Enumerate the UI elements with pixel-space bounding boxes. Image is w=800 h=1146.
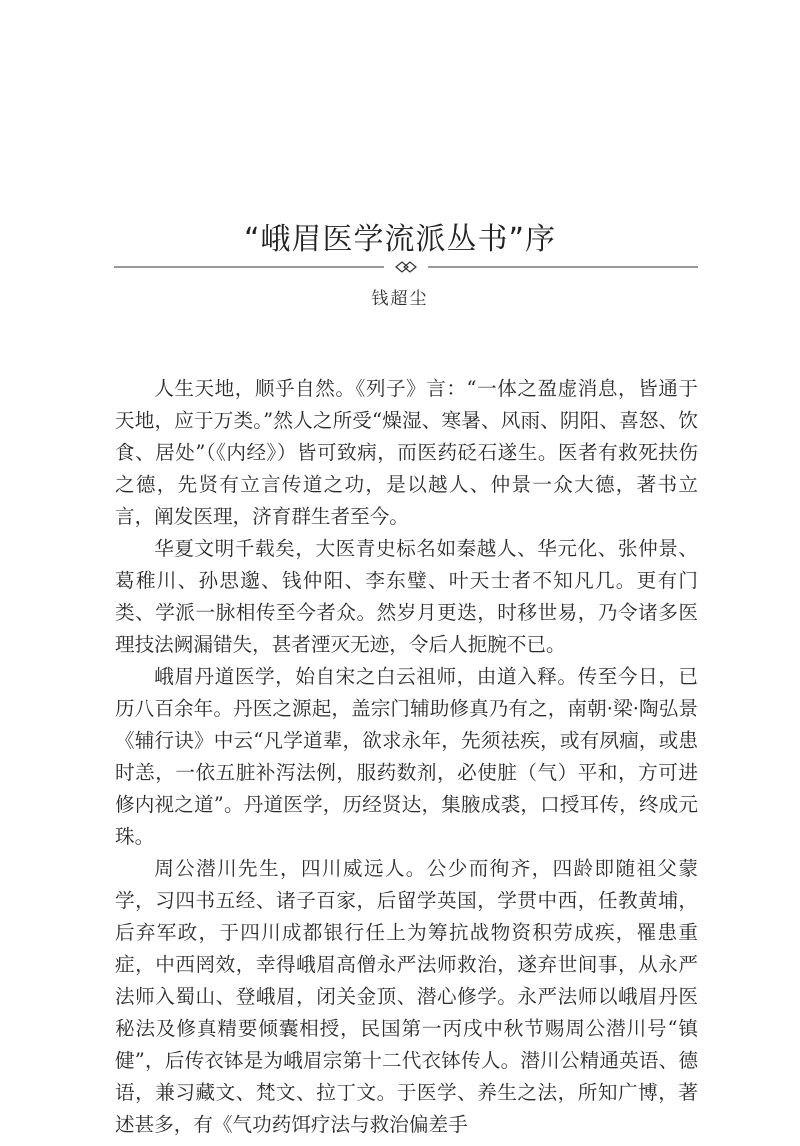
body-text <box>115 373 698 1141</box>
title-divider-ornament <box>114 260 698 274</box>
author-name: 钱超尘 <box>371 289 429 309</box>
paragraph: 周公潜川先生，四川威远人。公少而徇齐，四龄即随祖父蒙学，习四书五经、诸子百家，后留学英国，学贯中西，任教黄埔，后弃军政，于四川成都银行任上为筹抗战物资积劳成疾，罹患重症，中西罔效，幸得峨眉高僧永严法师救治，遂弃世间事，从永严法师入蜀山、登峨眉，闭关金顶、潜心修学。永严法师以峨眉丹医秘法及修真精要倾囊相授，民国第一丙戌中秋节赐周公潜川号“镇健”，后传衣钵是为峨眉宗第十二代衣钵传人。潜川公精通英语、德语，兼习藏文、梵文、拉丁文。于医学、养生之法，所知广博，著述甚多，有《气功药饵疗法与救治偏差手 <box>115 857 698 1136</box>
paragraph: 峨眉丹道医学，始自宋之白云祖师，由道入释。传至今日，已历八百余年。丹医之源起，盖宗门辅助修真乃有之，南朝·梁·陶弘景《辅行诀》中云“凡学道辈，欲求永年，先须祛疾，或有夙痼，或患时恙，一依五脏补泻法例，服药数剂，必使脏（气）平和，方可进修内视之道”。丹道医学，历经贤达，集腋成裘，口授耳传，终成元珠。 <box>115 665 698 848</box>
paragraph: 人生天地，顺乎自然。《列子》言：“一体之盈虚消息，皆通于天地，应于万类。”然人之所受“燥湿、寒暑、风雨、阴阳、喜怒、饮食、居处”（《内经》）皆可致病，而医药砭石遂生。医者有救死扶伤之德，先贤有立言传道之功，是以越人、仲景一众大德，著书立言，阐发医理，济育群生者至今。 <box>115 377 698 528</box>
document-title: “峨眉医学流派丛书”序 <box>243 222 557 257</box>
paragraph: 华夏文明千载矣，大医青史标名如秦越人、华元化、张仲景、葛稚川、孙思邈、钱仲阳、李东璧、叶天士者不知凡几。更有门类、学派一脉相传至今者众。然岁月更迭，时移世易，乃令诸多医理技法阙漏错失，甚者湮灭无迹，令后人扼腕不已。 <box>115 537 698 656</box>
